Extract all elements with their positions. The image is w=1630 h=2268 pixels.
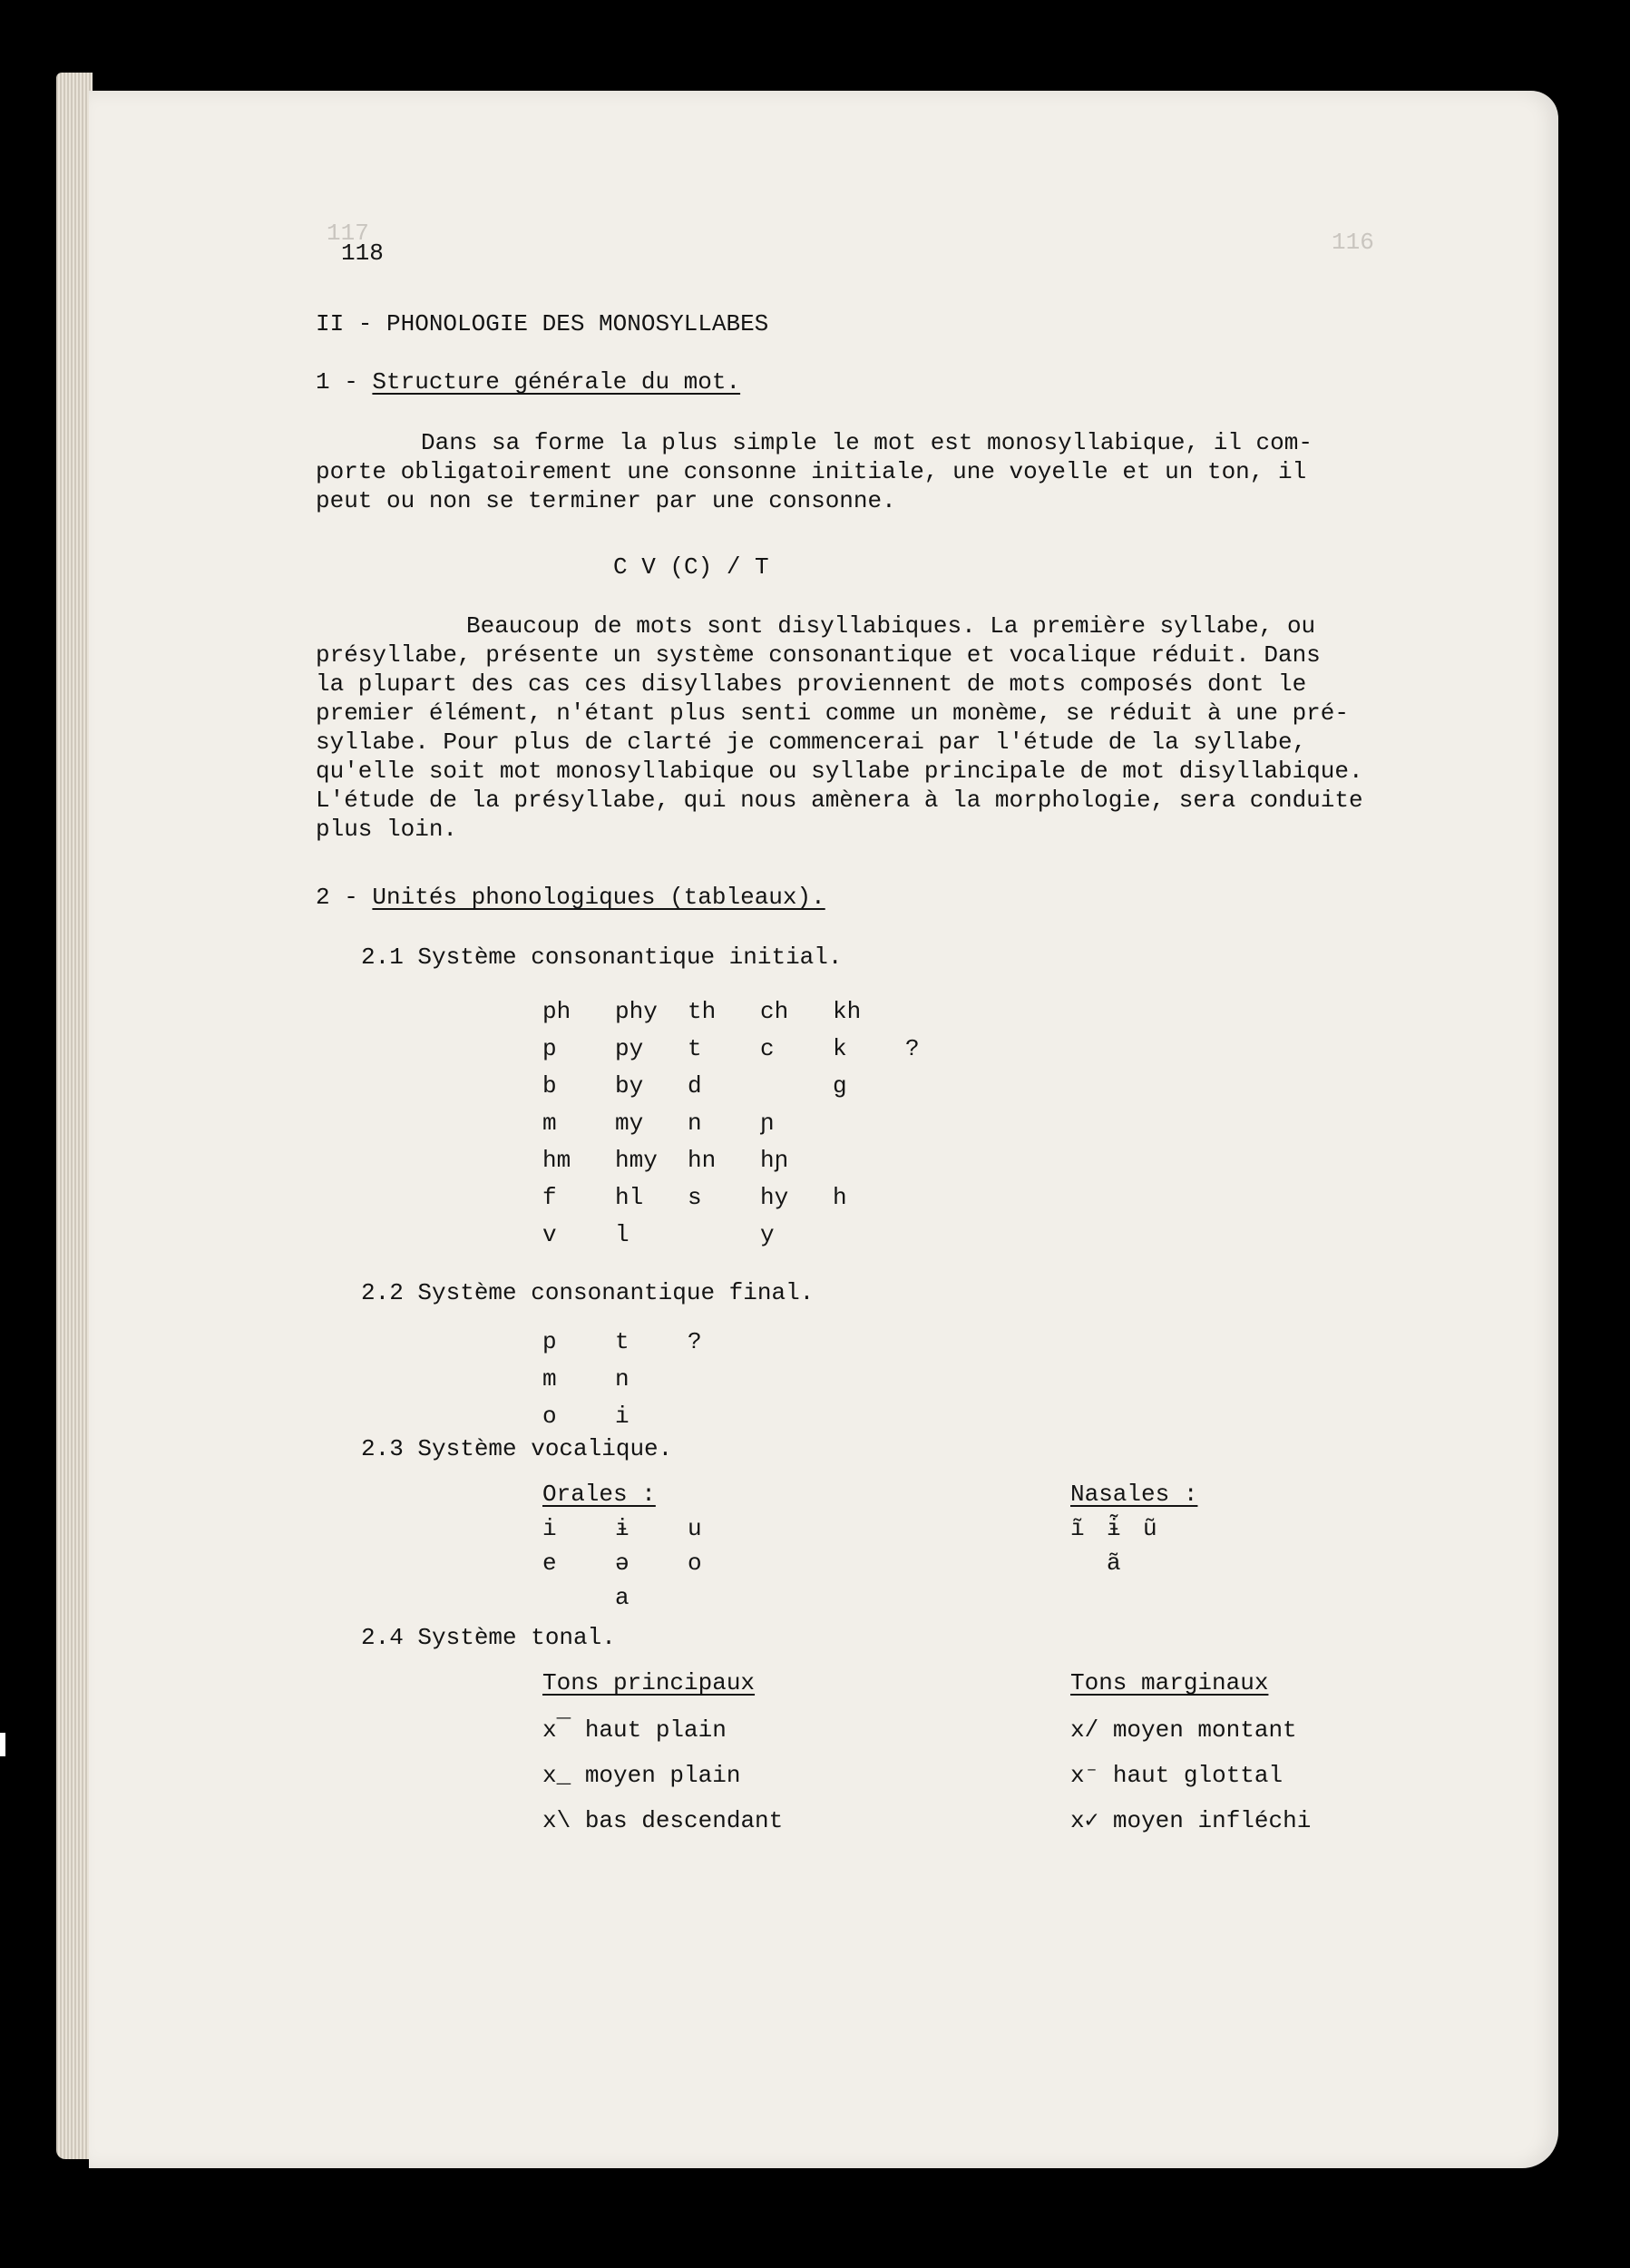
paragraph-line: porte obligatoirement une consonne initiale, une voyelle et un ton, il	[316, 458, 1307, 485]
oral-vowel: ə	[615, 1549, 630, 1577]
final-consonant: ?	[688, 1328, 702, 1355]
oral-vowel: a	[615, 1584, 630, 1611]
subsection-2-title: Unités phonologiques (tableaux).	[372, 884, 825, 911]
tone-mark: x_	[542, 1762, 571, 1789]
subsection-1-title: Structure générale du mot.	[372, 368, 741, 396]
initial-consonant: n	[688, 1110, 702, 1137]
subsection-2-heading	[316, 882, 825, 913]
marginal-tone	[1070, 1715, 1297, 1745]
initial-consonants-title: 2.1 Système consonantique initial.	[361, 943, 843, 971]
final-consonant: t	[615, 1328, 630, 1355]
paragraph-line: Beaucoup de mots sont disyllabiques. La première syllabe, ou	[466, 612, 1316, 640]
marginal-tone	[1070, 1760, 1283, 1791]
initial-consonant: c	[760, 1035, 775, 1062]
initial-consonant: hl	[615, 1184, 644, 1211]
oral-vowel: i	[542, 1515, 557, 1542]
initial-consonant: l	[615, 1221, 630, 1248]
tones-title: 2.4 Système tonal.	[361, 1624, 616, 1651]
paragraph-line: L'étude de la présyllabe, qui nous amènera à la morphologie, sera conduite	[316, 787, 1363, 814]
oral-vowel: u	[688, 1515, 702, 1542]
oral-vowel: e	[542, 1549, 557, 1577]
binding-mark	[0, 1733, 5, 1756]
initial-consonant: p	[542, 1035, 557, 1062]
tone-mark: x\	[542, 1807, 571, 1834]
paragraph-line: la plupart des cas ces disyllabes proviennent de mots composés dont le	[316, 670, 1307, 698]
tone-mark: x⁻	[1070, 1762, 1099, 1789]
initial-consonant: h	[833, 1184, 847, 1211]
principal-tone	[542, 1760, 740, 1791]
initial-consonant: g	[833, 1072, 847, 1100]
initial-consonant: b	[542, 1072, 557, 1100]
initial-consonant: s	[688, 1184, 702, 1211]
oral-vowel: ɨ	[615, 1515, 630, 1542]
orales-label: Orales :	[542, 1481, 656, 1508]
nasal-vowel: ĩ	[1070, 1515, 1085, 1542]
paragraph-line: Dans sa forme la plus simple le mot est monosyllabique, il com-	[421, 429, 1313, 456]
initial-consonant: hn	[688, 1147, 717, 1174]
principal-tone	[542, 1715, 727, 1745]
paragraph-line: peut ou non se terminer par une consonne.	[316, 487, 896, 514]
tone-mark: x/	[1070, 1716, 1099, 1744]
principal-tones-label: Tons principaux	[542, 1669, 756, 1696]
marginal-tones-label: Tons marginaux	[1070, 1669, 1269, 1696]
tone-name: haut plain	[571, 1716, 727, 1744]
tone-mark: x¯	[542, 1716, 571, 1744]
paragraph-structure	[316, 428, 1313, 515]
principal-tone	[542, 1805, 783, 1836]
initial-consonant: by	[615, 1072, 644, 1100]
tone-name: moyen infléchi	[1098, 1807, 1312, 1834]
final-consonant: i	[615, 1403, 630, 1430]
initial-consonant: hɲ	[760, 1147, 789, 1174]
paragraph-line: syllabe. Pour plus de clarté je commencerai par l'étude de la syllabe,	[316, 728, 1307, 756]
initial-consonant: t	[688, 1035, 702, 1062]
initial-consonant: y	[760, 1221, 775, 1248]
paragraph-line: premier élément, n'étant plus senti comme un monème, se réduit à une pré-	[316, 699, 1349, 727]
tone-name: moyen plain	[571, 1762, 741, 1789]
nasal-vowel: ã	[1107, 1549, 1121, 1577]
paragraph-line: plus loin.	[316, 816, 458, 843]
final-consonant: o	[542, 1403, 557, 1430]
initial-consonant: kh	[833, 998, 862, 1025]
paragraph-line: présyllabe, présente un système consonantique et vocalique réduit. Dans	[316, 641, 1321, 669]
tone-name: moyen montant	[1098, 1716, 1297, 1744]
marginal-tone	[1070, 1805, 1311, 1836]
subsection-2-number: 2 -	[316, 884, 373, 911]
initial-consonant: ph	[542, 998, 571, 1025]
ghost-page-number: 117	[327, 220, 369, 247]
subsection-1-heading	[316, 367, 740, 397]
initial-consonant: ɲ	[760, 1110, 775, 1137]
subsection-1-number: 1 -	[316, 368, 373, 396]
initial-consonant: k	[833, 1035, 847, 1062]
initial-consonant: py	[615, 1035, 644, 1062]
initial-consonant: hmy	[615, 1147, 658, 1174]
oral-vowel: o	[688, 1549, 702, 1577]
ghost-right-page-number: 116	[1332, 229, 1374, 256]
final-consonant: n	[615, 1365, 630, 1393]
paragraph-disyllables	[316, 611, 1363, 844]
tone-name: haut glottal	[1098, 1762, 1284, 1789]
section-title: II - PHONOLOGIE DES MONOSYLLABES	[316, 310, 769, 337]
initial-consonant: hy	[760, 1184, 789, 1211]
initial-consonant: f	[542, 1184, 557, 1211]
initial-consonant: ch	[760, 998, 789, 1025]
initial-consonant: hm	[542, 1147, 571, 1174]
nasales-label: Nasales :	[1070, 1481, 1198, 1508]
final-consonant: p	[542, 1328, 557, 1355]
book-page	[89, 91, 1558, 2168]
initial-consonant: m	[542, 1110, 557, 1137]
initial-consonant: phy	[615, 998, 658, 1025]
nasal-vowel: ɨ̃	[1107, 1515, 1121, 1542]
final-consonant: m	[542, 1365, 557, 1393]
initial-consonant: my	[615, 1110, 644, 1137]
book-page-edges	[56, 73, 93, 2159]
tone-name: bas descendant	[571, 1807, 784, 1834]
initial-consonant: d	[688, 1072, 702, 1100]
initial-consonant: ?	[905, 1035, 920, 1062]
tone-mark: x✓	[1070, 1807, 1099, 1834]
vowels-title: 2.3 Système vocalique.	[361, 1435, 673, 1462]
nasal-vowel: ũ	[1143, 1515, 1157, 1542]
paragraph-line: qu'elle soit mot monosyllabique ou syllabe principale de mot disyllabique.	[316, 758, 1363, 785]
final-consonants-title: 2.2 Système consonantique final.	[361, 1279, 815, 1306]
initial-consonant: v	[542, 1221, 557, 1248]
initial-consonant: th	[688, 998, 717, 1025]
syllable-formula: C V (C) / T	[613, 553, 769, 581]
page-number: 118	[341, 240, 384, 267]
